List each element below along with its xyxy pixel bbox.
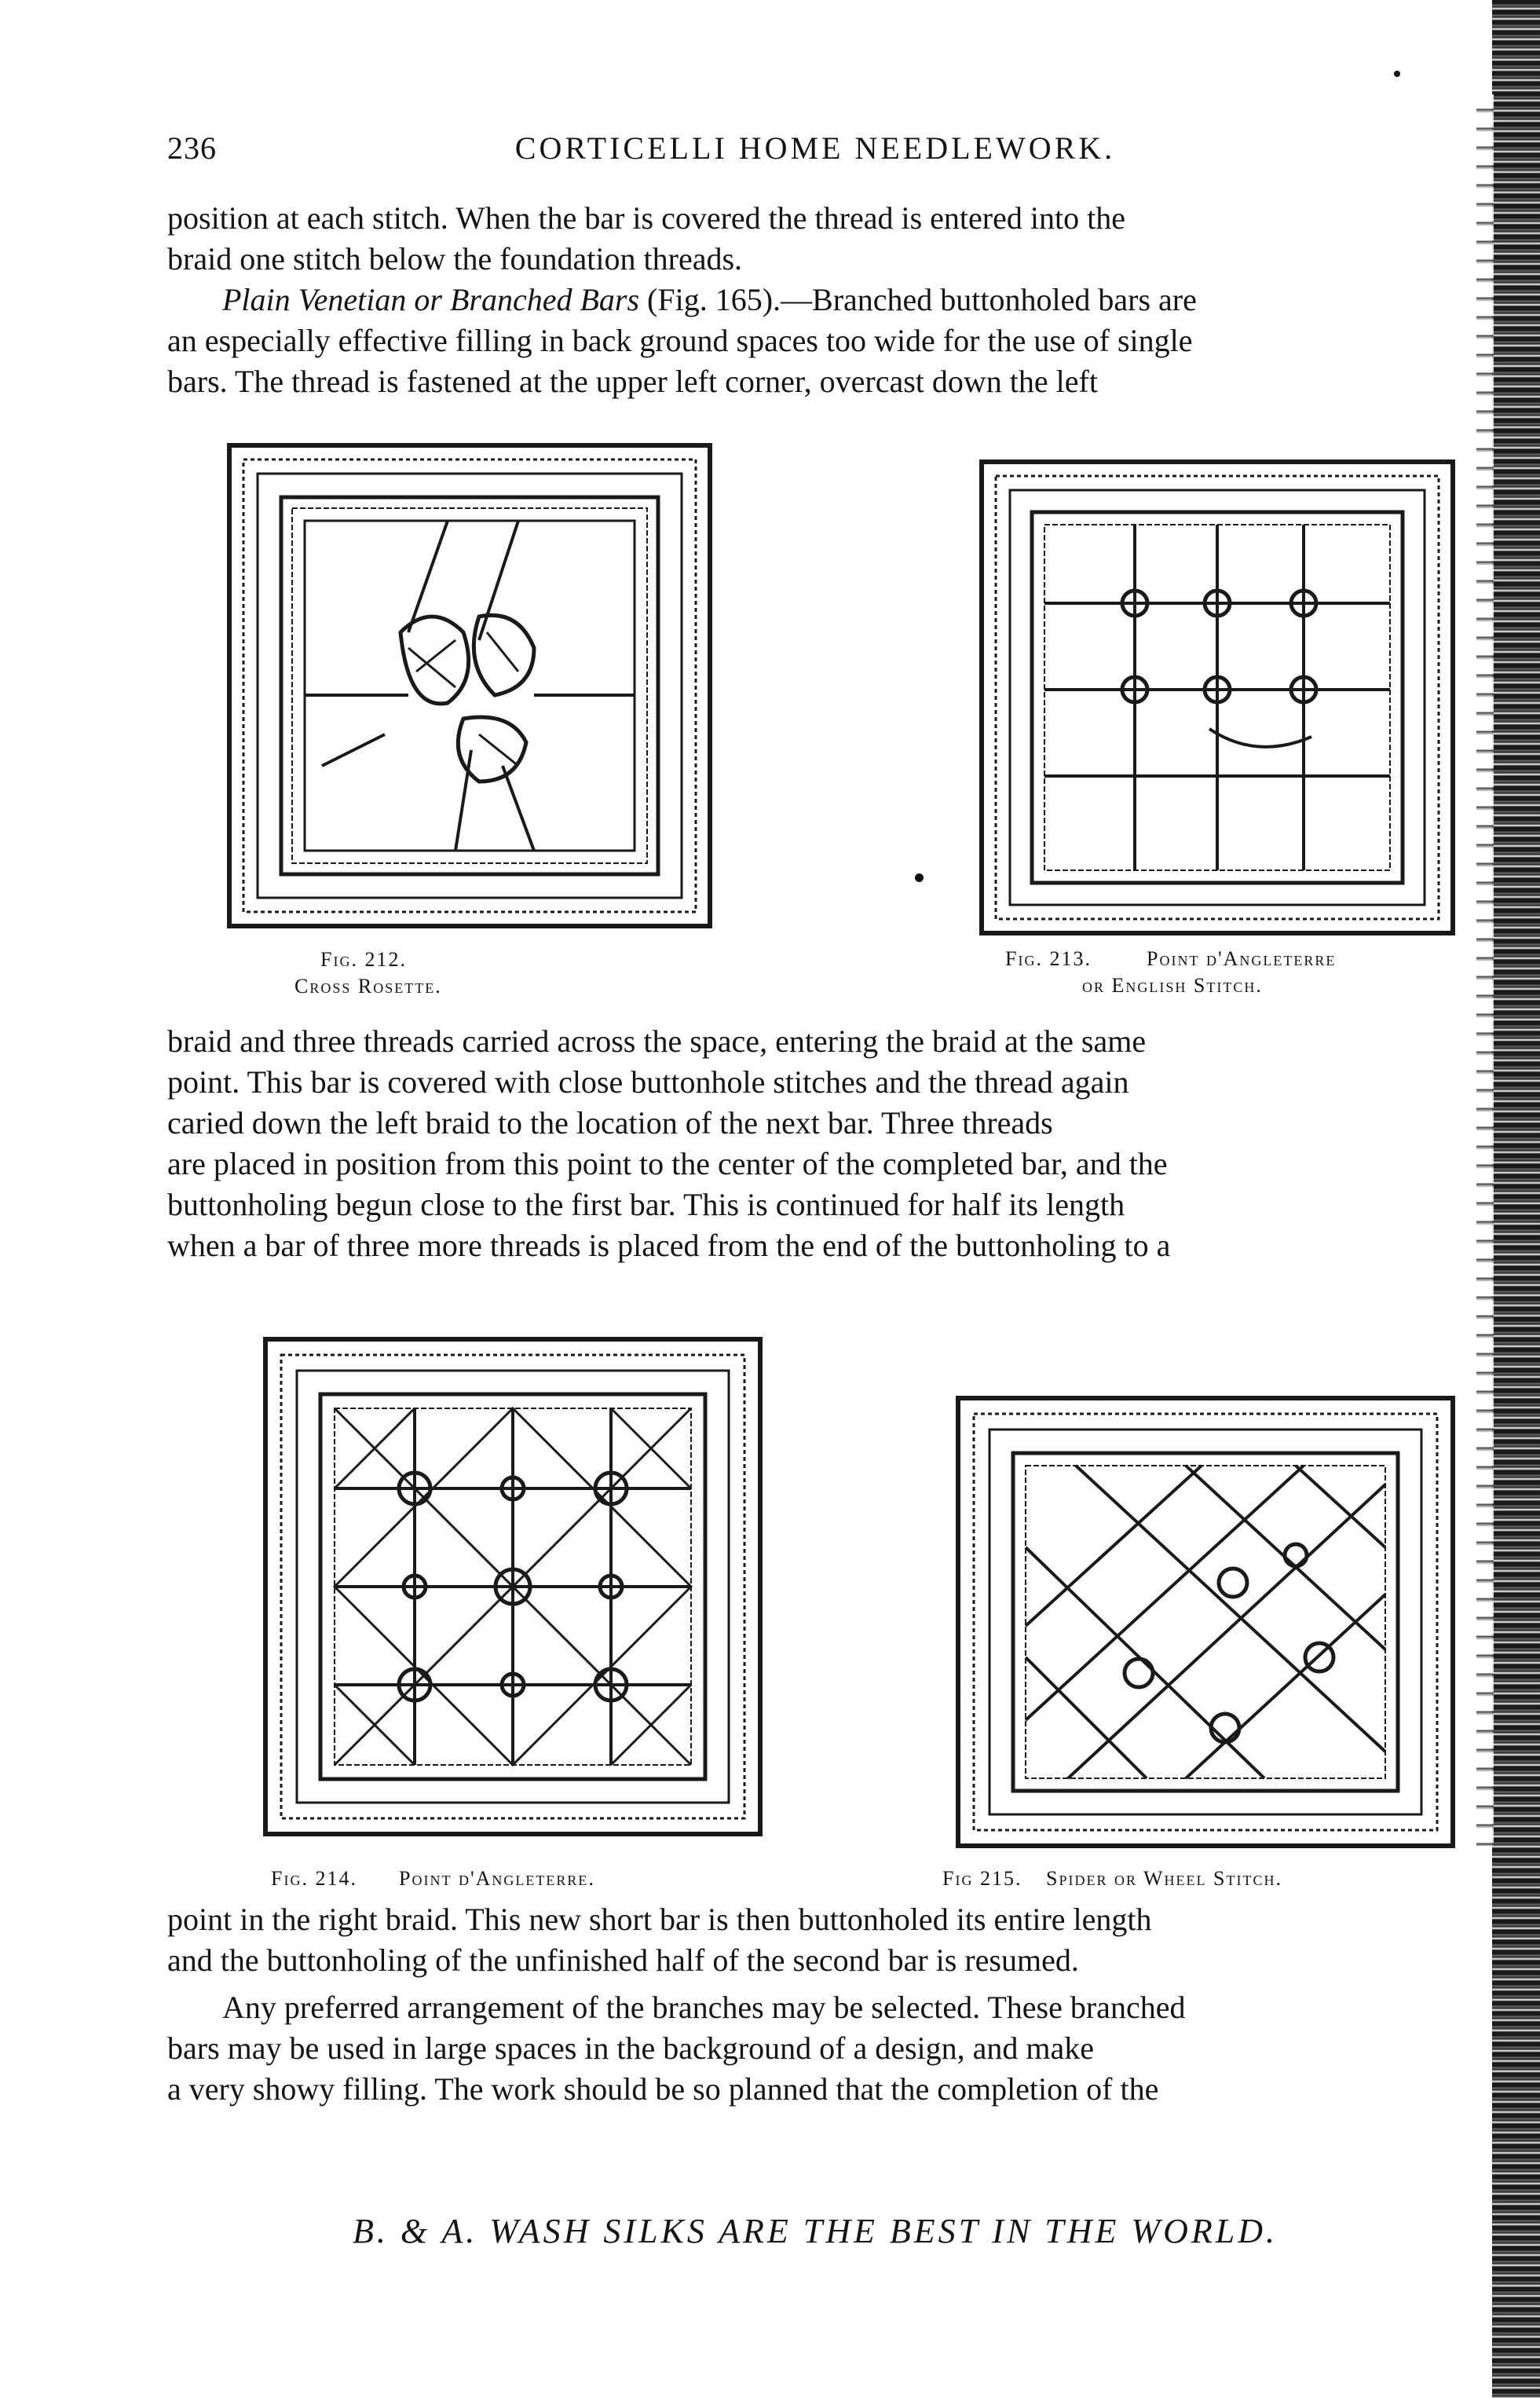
cross-rosette-illustration <box>220 436 722 939</box>
scanned-page-edge <box>1492 0 1540 2398</box>
figure-215-number: Fig 215. <box>942 1867 1022 1890</box>
figure-212-cross-rosette <box>220 436 722 939</box>
text-line: braid and three threads carried across the space, entering the braid at the same <box>167 1023 1147 1059</box>
text-line: position at each stitch. When the bar is covered the thread is entered into the <box>167 200 1125 236</box>
text-line: and the buttonholing of the unfinished half of the second bar is resumed. <box>167 1942 1079 1978</box>
ink-speck <box>1394 71 1400 77</box>
paragraph-branched-bars <box>167 280 1463 402</box>
figure-214-number: Fig. 214. <box>271 1867 357 1890</box>
text-line: bars may be used in large spaces in the background of a design, and make <box>167 2030 1094 2066</box>
text-line: Any preferred arrangement of the branches may be selected. These branched <box>222 1990 1186 2025</box>
text-line: when a bar of three more threads is placed from the end of the buttonholing to a <box>167 1228 1171 1263</box>
paragraph-short-bar <box>167 1899 1463 1981</box>
text-line: point. This bar is covered with close buttonhole stitches and the thread again <box>167 1064 1129 1100</box>
figure-215-title: Spider or Wheel Stitch. <box>1046 1867 1282 1890</box>
text-line: are placed in position from this point to the center of the completed bar, and the <box>167 1146 1168 1181</box>
figure-214-title: Point d'Angleterre. <box>399 1867 595 1890</box>
figure-213-point-dangleterre <box>974 454 1461 941</box>
text-line <box>167 280 1463 320</box>
figure-213-number: Fig. 213. <box>1005 947 1092 970</box>
figure-213-title-line2: or English Stitch. <box>1082 974 1263 997</box>
point-dangleterre-illustration <box>258 1331 768 1842</box>
running-title: CORTICELLI HOME NEEDLEWORK. <box>514 130 1116 166</box>
figure-212-title: Cross Rosette. <box>294 975 442 998</box>
running-head <box>167 130 1463 177</box>
ink-speck <box>915 873 924 882</box>
page-number: 236 <box>167 130 217 166</box>
figure-212-number: Fig. 212. <box>320 948 407 971</box>
paragraph-continuation <box>167 198 1463 280</box>
text-line: an especially effective filling in back ground spaces too wide for the use of single <box>167 323 1193 358</box>
text-line: bars. The thread is fastened at the upper left corner, overcast down the left <box>167 364 1098 399</box>
text-line: a very showy filling. The work should be so planned that the completion of the <box>167 2071 1159 2107</box>
scanned-page-edge-text <box>1476 94 1494 1846</box>
footer-advertisement: B. & A. WASH SILKS ARE THE BEST IN THE WORLD. <box>353 2212 1278 2250</box>
text-line-rest: (Fig. 165).—Branched buttonholed bars are <box>639 282 1197 317</box>
paragraph-arrangement <box>167 1987 1463 2110</box>
text-line: buttonholing begun close to the first bar. This is continued for half its length <box>167 1187 1125 1222</box>
spider-wheel-illustration <box>950 1390 1461 1854</box>
text-line: point in the right braid. This new short bar is then buttonholed its entire length <box>167 1902 1152 1937</box>
paragraph-bar-construction <box>167 1021 1463 1266</box>
figure-215-spider-wheel-stitch <box>950 1390 1461 1854</box>
text-line: braid one stitch below the foundation threads. <box>167 241 743 276</box>
figure-213-title-line1: Point d'Angleterre <box>1147 947 1337 970</box>
section-heading: Plain Venetian or Branched Bars <box>222 282 640 317</box>
english-stitch-illustration <box>974 454 1461 941</box>
figure-214-point-dangleterre <box>258 1331 768 1842</box>
text-line: caried down the left braid to the location of the next bar. Three threads <box>167 1105 1053 1140</box>
